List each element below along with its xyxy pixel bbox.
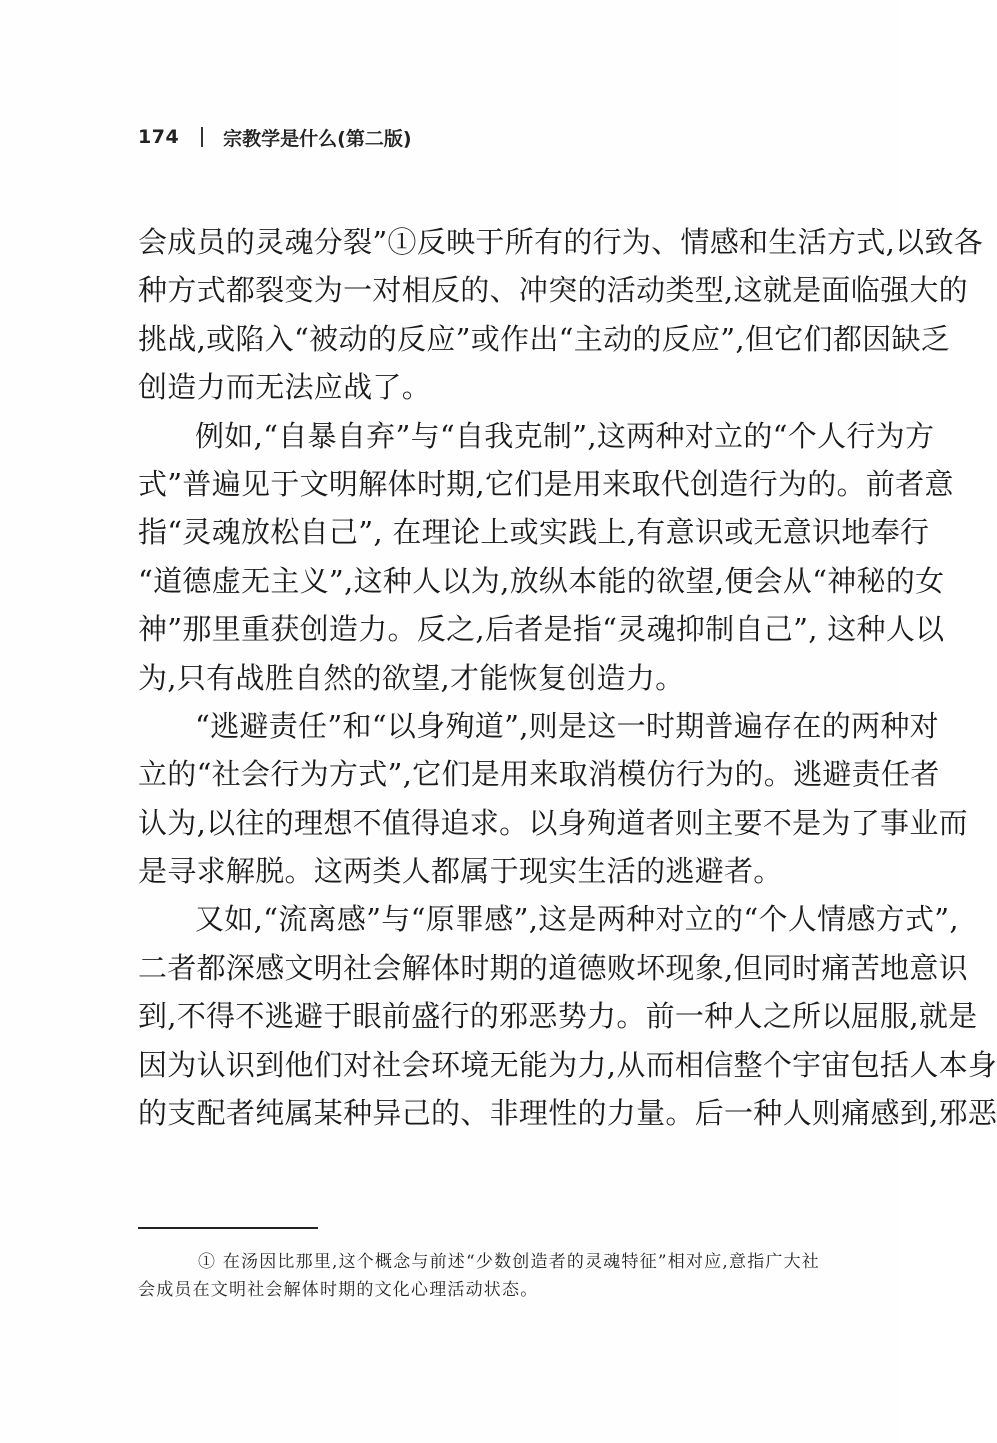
text-line: 因为认识到他们对社会环境无能为力,从而相信整个宇宙包括人本身 [138, 1047, 997, 1082]
paragraph-first-line: “逃避责任”和“以身殉道”,则是这一时期普遍存在的两种对 [195, 708, 939, 743]
text-line: 是寻求解脱。这两类人都属于现实生活的逃避者。 [138, 854, 783, 889]
text-line: 神”那里重获创造力。反之,后者是指“灵魂抑制自己”, 这种人以 [138, 612, 945, 647]
footnote-line: 会成员在文明社会解体时期的文化心理活动状态。 [138, 1280, 539, 1300]
text-line: 立的“社会行为方式”,它们是用来取消模仿行为的。逃避责任者 [138, 757, 940, 792]
footnote [138, 1248, 864, 1304]
page-number: 174 [138, 126, 180, 148]
text-line: 创造力而无法应战了。 [138, 370, 432, 405]
footnote-rule [138, 1227, 318, 1229]
header-divider [201, 127, 203, 147]
body-text [138, 218, 997, 1137]
text-line: 的支配者纯属某种异己的、非理性的力量。后一种人则痛感到,邪恶 [138, 1096, 997, 1131]
text-line: “道德虚无主义”,这种人以为,放纵本能的欲望,便会从“神秘的女 [138, 563, 945, 598]
text-line: 认为,以往的理想不值得追求。以身殉道者则主要不是为了事业而 [138, 805, 968, 840]
running-head [138, 122, 412, 152]
text-line: 会成员的灵魂分裂”①反映于所有的行为、情感和生活方式,以致各 [138, 225, 984, 259]
footnote-line: ① 在汤因比那里,这个概念与前述“少数创造者的灵魂特征”相对应,意指广大社 [198, 1252, 820, 1272]
text-line: 式”普遍见于文明解体时期,它们是用来取代创造行为的。前者意 [138, 466, 954, 501]
text-line: 种方式都裂变为一对相反的、冲突的活动类型,这就是面临强大的 [138, 273, 968, 308]
text-line: 到,不得不逃避于眼前盛行的邪恶势力。前一种人之所以屈服,就是 [138, 999, 978, 1034]
text-line: 指“灵魂放松自己”, 在理论上或实践上,有意识或无意识地奉行 [138, 515, 930, 550]
book-title: 宗教学是什么(第二版) [223, 127, 412, 150]
text-line: 二者都深感文明社会解体时期的道德败坏现象,但同时痛苦地意识 [138, 950, 968, 985]
paragraph-first-line: 例如,“自暴自弃”与“自我克制”,这两种对立的“个人行为方 [195, 418, 935, 453]
text-line: 为,只有战胜自然的欲望,才能恢复创造力。 [138, 660, 685, 695]
paragraph-first-line: 又如,“流离感”与“原罪感”,这是两种对立的“个人情感方式”, [195, 902, 959, 937]
text-line: 挑战,或陷入“被动的反应”或作出“主动的反应”,但它们都因缺乏 [138, 321, 951, 356]
